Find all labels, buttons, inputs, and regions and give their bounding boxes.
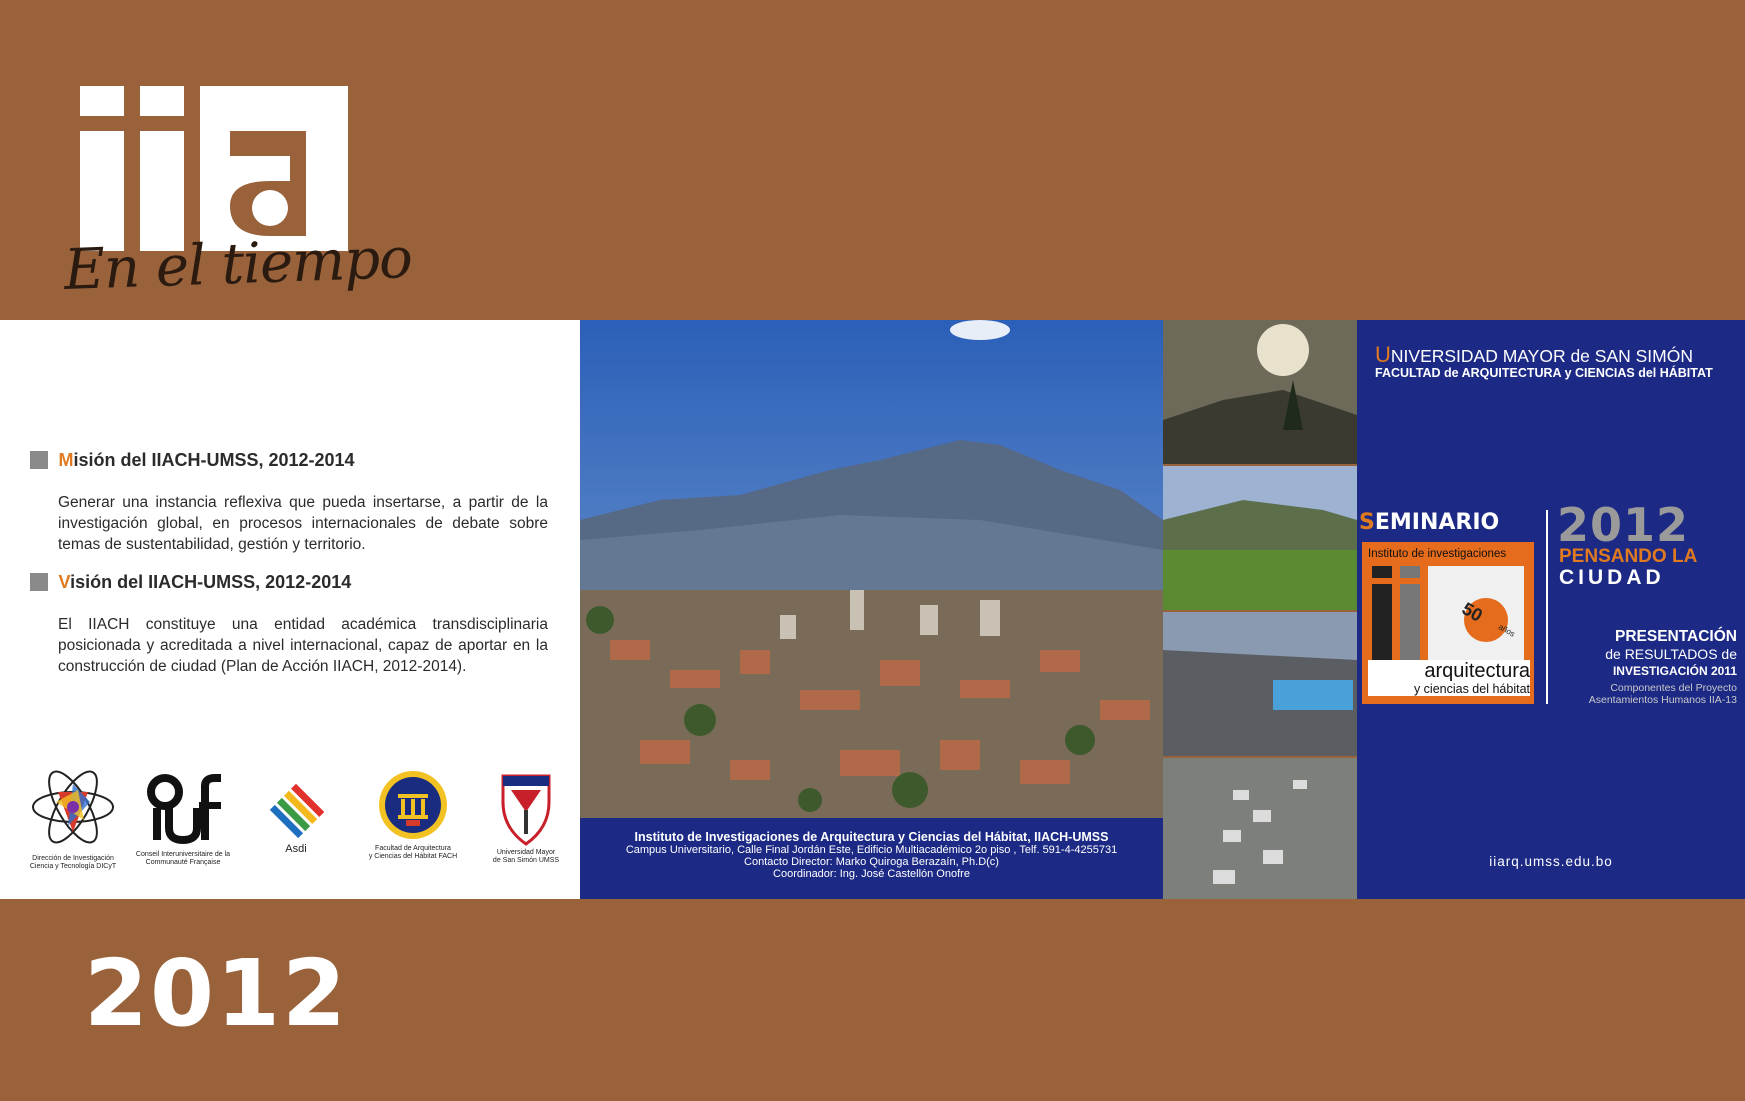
mission-title: isión del IIACH-UMSS, 2012-2014 (73, 450, 355, 470)
years-badge: 50 (1458, 598, 1486, 626)
seminario-rest: EMINARIO (1374, 510, 1500, 535)
vision-title: isión del IIACH-UMSS, 2012-2014 (70, 572, 352, 592)
seminario-title (1359, 510, 1499, 535)
partner-fach (358, 768, 468, 861)
partner-umss-line2: de San Simón UMSS (492, 857, 560, 864)
partner-fach-line1: Facultad de Arquitectura (375, 845, 451, 852)
tagline: En el tiempo (62, 225, 413, 304)
partner-umss (478, 772, 574, 865)
ciuf-icon (143, 772, 223, 848)
partner-dicyt-line1: Dirección de Investigación (32, 855, 114, 862)
mission-heading (30, 450, 355, 474)
vision-title-initial: V (58, 572, 71, 592)
componentes-line2: Asentamientos Humanos IIA-13 (1588, 694, 1737, 706)
caption-coordinator: Coordinador: Ing. José Castellón Onofre (773, 868, 970, 880)
partner-dicyt-line2: Ciencia y Tecnología DICyT (29, 863, 117, 870)
componentes-line1: Componentes del Proyecto (1610, 682, 1737, 694)
presentacion-label: PRESENTACIÓN (1614, 628, 1737, 645)
partner-asdi-label: Asdi (285, 843, 307, 855)
year-label: 2012 (84, 940, 349, 1047)
website-link[interactable]: iiarq.umss.edu.bo (1489, 854, 1613, 869)
arquitectura-label: arquitectura (1368, 660, 1530, 682)
partner-fach-line2: y Ciencias del Hábitat FACH (368, 853, 458, 860)
partner-umss-line1: Universidad Mayor (496, 849, 556, 856)
ciudad-label: CIUDAD (1559, 566, 1665, 589)
city-landscape-image (580, 320, 1163, 899)
resultados-label: de RESULTADOS de (1605, 646, 1737, 662)
dicyt-atom-icon (28, 762, 118, 852)
seminar-year: 2012 (1557, 498, 1690, 552)
vision-heading (30, 572, 351, 596)
seminar-panel (1357, 320, 1745, 899)
university-name (1375, 342, 1693, 368)
partner-dicyt (18, 762, 128, 871)
caption-director: Contacto Director: Marko Quiroga Berazaín, Ph.D(c) (744, 856, 999, 868)
partner-asdi (248, 782, 344, 853)
institute-label: Instituto de investigaciones (1368, 548, 1507, 560)
university-name-rest: NIVERSIDAD MAYOR de SAN SIMÓN (1390, 346, 1693, 366)
partner-ciuf-line1: Conseil Interuniversitaire de la (135, 851, 231, 858)
partner-ciuf (128, 772, 238, 867)
faculty-name: FACULTAD de ARQUITECTURA y CIENCIAS del HÁBITAT (1375, 366, 1713, 380)
componentes-label (1557, 682, 1737, 706)
vision-body: El IIACH constituye una entidad académica transdisciplinaria posicionada y acreditada a nivel internacional, capaz de aportar en la construcción de ciudad (Plan de Acción IIACH, 2012-2014). (58, 616, 548, 675)
mission-body: Generar una instancia reflexiva que pueda insertarse, a partir de la investigación global, en procesos internacionales de debate sobre temas de sustentabilidad, gestión y territorio. (58, 494, 548, 553)
umss-shield-icon (499, 772, 553, 846)
bullet-square-icon (30, 573, 48, 591)
institute-caption (580, 818, 1163, 899)
years-word: años (1496, 622, 1517, 639)
info-panel (0, 320, 1745, 899)
thumbnail-strip-image (1163, 320, 1357, 899)
caption-title: Instituto de Investigaciones de Arquitectura y Ciencias del Hábitat, IIACH-UMSS (634, 830, 1109, 844)
bullet-square-icon (30, 451, 48, 469)
pensando-label: PENSANDO LA (1559, 546, 1698, 567)
photo-thumbnails (1163, 320, 1357, 899)
iia-mini-logo-icon (1368, 566, 1528, 666)
ciencias-label: y ciencias del hábitat (1368, 682, 1530, 696)
asdi-icon (261, 782, 331, 842)
mission-title-initial: M (58, 450, 74, 470)
university-name-initial: U (1375, 342, 1391, 367)
caption-address: Campus Universitario, Calle Final Jordán Este, Edificio Multiacadémico 2o piso , Telf. 591-4-4255731 (625, 844, 1118, 856)
city-photo (580, 320, 1163, 899)
institute-logo (1362, 542, 1534, 704)
partner-ciuf-line2: Communauté Française (145, 859, 221, 866)
investigacion-label: INVESTIGACIÓN 2011 (1612, 664, 1737, 678)
seminario-initial: S (1359, 510, 1375, 535)
fach-seal-icon (376, 768, 450, 842)
vertical-divider (1546, 510, 1548, 704)
text-column (0, 320, 580, 899)
